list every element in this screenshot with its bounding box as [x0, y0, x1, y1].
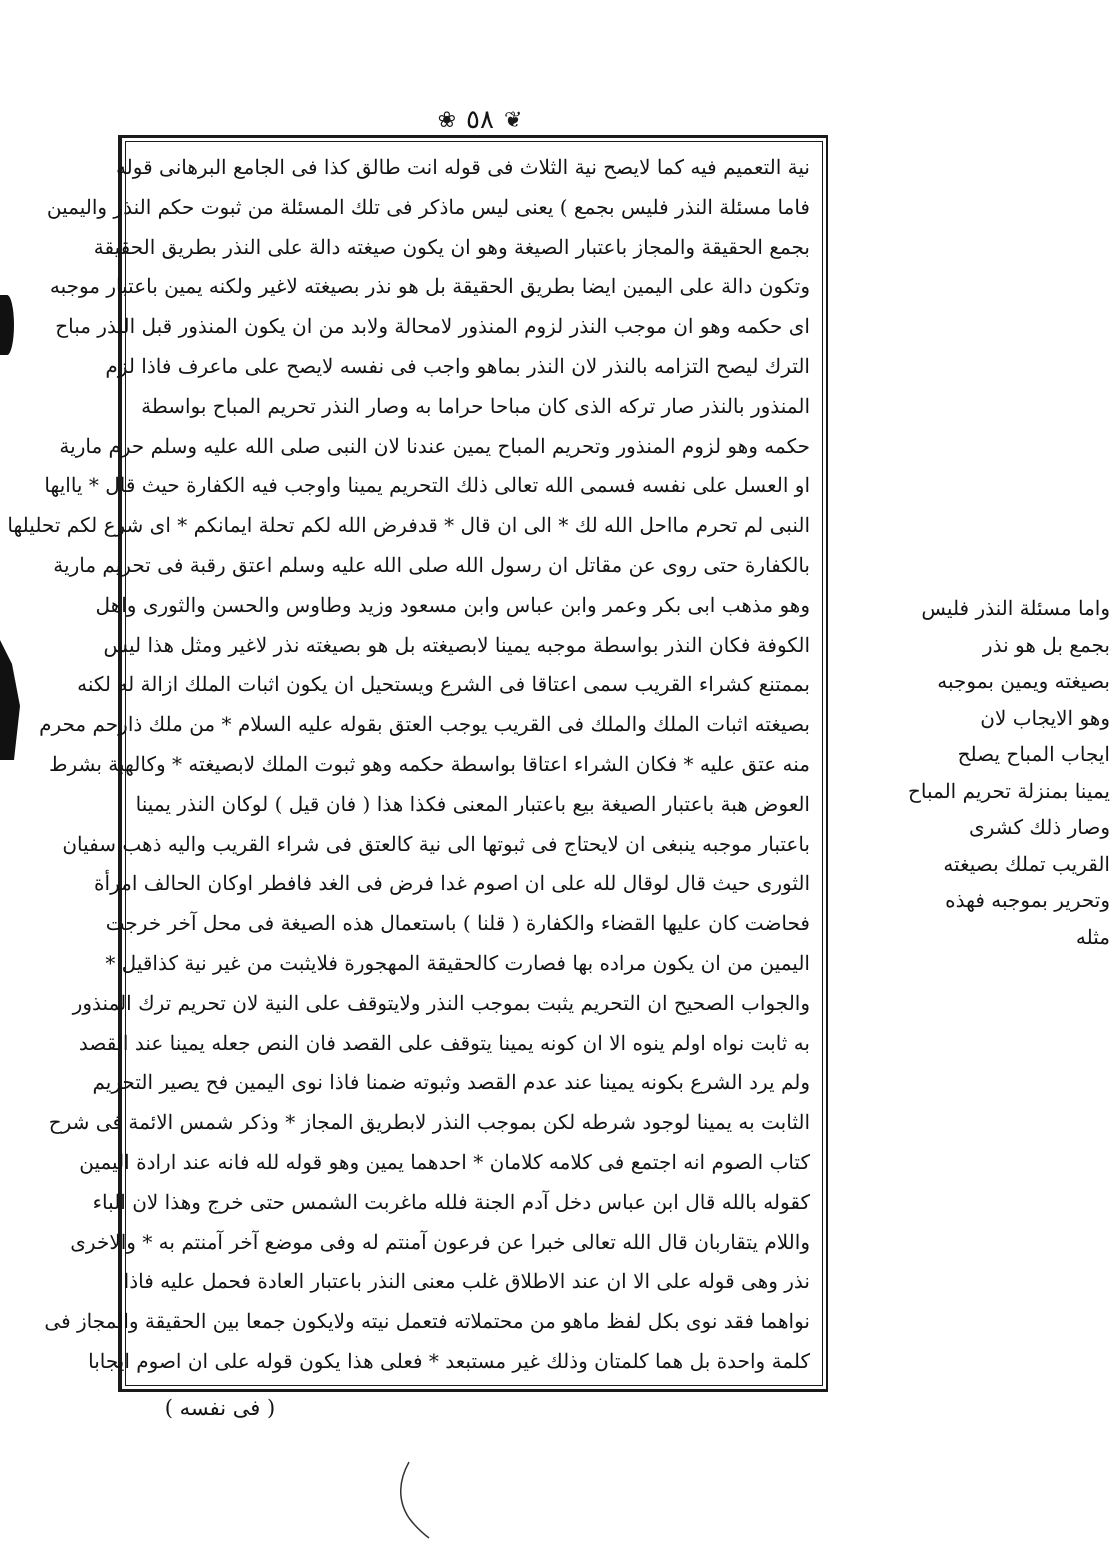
margin-line: بصيغته ويمين بموجبه	[937, 669, 1110, 693]
page-number	[420, 100, 540, 140]
margin-line: مثله	[1075, 924, 1110, 949]
text-line: واللام يتقاربان قال الله تعالى خبرا عن فرعون آمنتم له وفى موضع آخر آمنتم به * والاخرى	[70, 1229, 810, 1254]
margin-note	[825, 590, 1110, 955]
text-line: منه عتق عليه * فكان الشراء اعتاقا بواسطة حكمه وهو ثبوت الملك لابصيغته * وكالهبة بشرط	[48, 751, 810, 776]
text-line: النبى لم تحرم مااحل الله لك * الى ان قال * قدفرض الله لكم تحلة ايمانكم * اى شرع لكم تحليلها	[7, 513, 810, 538]
margin-line: بجمع بل هو نذر	[982, 632, 1110, 657]
text-line: كلمة واحدة بل هما كلمتان وذلك غير مستبعد * فعلى هذا يكون قوله على ان اصوم ايجابا	[88, 1348, 810, 1373]
text-line: بالكفارة حتى روى عن مقاتل ان رسول الله صلى الله عليه وسلم اعتق رقبة فى تحريم مارية	[53, 552, 810, 577]
ornament-icon: ❦	[503, 107, 523, 133]
text-line: فاما مسئلة النذر فليس بجمع ) يعنى ليس ماذكر فى تلك المسئلة من ثبوت حكم النذر واليمين	[46, 194, 810, 219]
text-line: والجواب الصحيح ان التحريم يثبت بموجب النذر ولايتوقف على النية لان تحريم ترك المنذور	[72, 990, 810, 1015]
catchword: ( فى نفسه )	[164, 1396, 276, 1420]
page-number-text: ٥٨	[466, 105, 494, 135]
text-line: بصيغته اثبات الملك والملك فى القريب يوجب العتق بقوله عليه السلام * من ملك ذارحم محرم	[39, 712, 810, 737]
text-line: اليمين من ان يكون مراده بها فصارت كالحقيقة المهجورة فلايثبت من غير نية كذاقيل *	[105, 950, 810, 975]
text-line: الترك ليصح التزامه بالنذر لان النذر بماهو واجب فى نفسه لايصح على ماعرف فاذا لزم	[105, 353, 810, 378]
main-text	[7, 148, 810, 1382]
text-line: الثورى حيث قال لوقال لله على ان اصوم غدا فرض فى الغد فافطر اوكان الحالف امرأة	[94, 871, 810, 896]
margin-line: وتحرير بموجبه فهذه	[945, 888, 1110, 912]
text-line: نية التعميم فيه كما لايصح نية الثلاث فى قوله انت طالق كذا فى الجامع البرهانى قوله	[115, 155, 810, 179]
text-line: بممتنع كشراء القريب سمى اعتاقا فى الشرع ويستحيل ان يكون اثبات الملك ازالة له لكنه	[77, 672, 810, 697]
text-line: وتكون دالة على اليمين ايضا بطريق الحقيقة بل هو نذر بصيغته لاغير ولكنه يمين باعتبار موجبه	[49, 274, 810, 299]
text-line: كقوله بالله قال ابن عباس دخل آدم الجنة فلله ماغربت الشمس حتى خرج وهذا لان الباء	[92, 1189, 810, 1214]
text-line: وهو مذهب ابى بكر وعمر وابن عباس وابن مسعود وزيد وطاوس والحسن والثورى واهل	[95, 592, 810, 617]
text-line: نواهما فقد نوى بكل لفظ ماهو من محتملاته فتعمل نيته ولايكون جمعا بين الحقيقة والمجاز فى	[44, 1309, 810, 1334]
pen-stroke-mark	[395, 1460, 435, 1540]
text-line: نذر وهى قوله على الا ان عند الاطلاق غلب معنى النذر باعتبار العادة فحمل عليه فاذا	[123, 1269, 810, 1294]
scan-edge-mark	[0, 640, 20, 760]
margin-line: وصار ذلك كشرى	[968, 815, 1110, 839]
margin-line: وهو الايجاب لان	[980, 705, 1110, 730]
text-line: اى حكمه وهو ان موجب النذر لزوم المنذور لامحالة ولابد من ان يكون المنذور قبل النذر مباح	[55, 314, 810, 339]
text-line: كتاب الصوم انه اجتمع فى كلامه كلامان * احدهما يمين وهو قوله لله فانه عند ارادة اليمين	[79, 1149, 810, 1174]
text-line: المنذور بالنذر صار تركه الذى كان مباحا حراما به وصار النذر تحريم المباح بواسطة	[141, 393, 810, 418]
text-line: به ثابت نواه اولم ينوه الا ان كونه يمينا يتوقف على القصد فان النص جعله يمينا عند القصد	[78, 1030, 810, 1055]
text-line: فحاضت كان عليها القضاء والكفارة ( قلنا ) باستعمال هذه الصيغة فى محل آخر خرجت	[105, 911, 810, 936]
margin-line: واما مسئلة النذر فليس	[921, 596, 1110, 620]
margin-line: ايجاب المباح يصلح	[957, 742, 1110, 766]
text-line: الثابت به يمينا لوجود شرطه لكن بموجب النذر لابطريق المجاز * وذكر شمس الائمة فى شرح	[48, 1110, 810, 1135]
text-line: العوض هبة باعتبار الصيغة بيع باعتبار المعنى فكذا هذا ( فان قيل ) لوكان النذر يمينا	[135, 791, 810, 816]
scan-edge-mark	[0, 295, 14, 355]
text-line: الكوفة فكان النذر بواسطة موجبه يمينا لابصيغته بل هو بصيغته نذر لاغير ومثل هذا ليس	[103, 632, 810, 657]
ornament-icon: ❀	[437, 107, 457, 133]
margin-line: يمينا بمنزلة تحريم المباح	[907, 778, 1110, 803]
text-line: باعتبار موجبه ينبغى ان لايحتاج فى ثبوتها الى نية كالعتق فى شراء القريب واليه ذهب سفيان	[62, 831, 810, 856]
text-line: حكمه وهو لزوم المنذور وتحريم المباح يمين عندنا لان النبى صلى الله عليه وسلم حرم مارية	[59, 433, 810, 458]
text-line: بجمع الحقيقة والمجاز باعتبار الصيغة وهو ان يكون صيغته دالة على النذر بطريق الحقيقة	[93, 234, 810, 259]
margin-line: القريب تملك بصيغته	[943, 851, 1110, 876]
text-line: ولم يرد الشرع بكونه يمينا عند عدم القصد وثبوته ضمنا فاذا نوى اليمين فح يصير التحريم	[92, 1070, 810, 1095]
text-line: او العسل على نفسه فسمى الله تعالى ذلك التحريم يمينا واوجب فيه الكفارة حيث قال * ياايها	[44, 473, 810, 498]
